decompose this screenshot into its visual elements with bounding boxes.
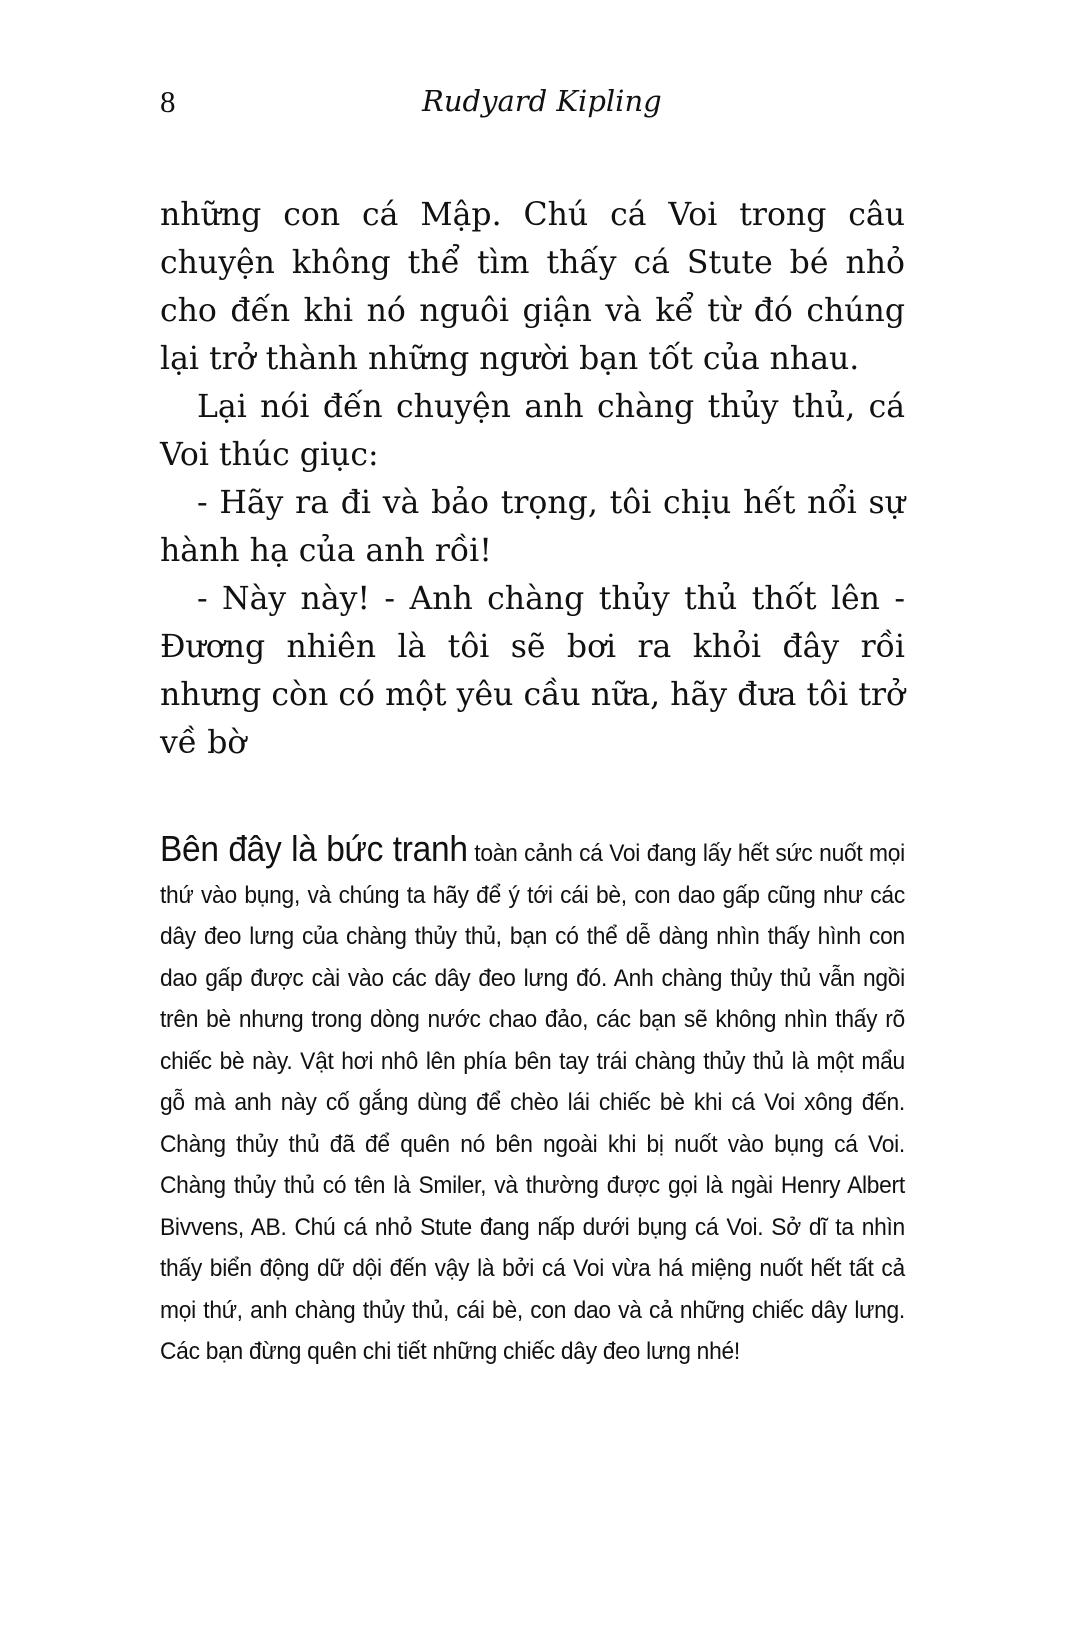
paragraph: - Hãy ra đi và bảo trọng, tôi chịu hết nổi sự hành hạ của anh rồi! bbox=[160, 485, 905, 569]
body-text bbox=[160, 191, 905, 767]
illustration-caption bbox=[160, 828, 905, 1373]
page-number: 8 bbox=[160, 84, 176, 119]
caption-lead: Bên đây là bức tranh bbox=[160, 828, 468, 869]
page-header bbox=[160, 84, 905, 134]
paragraph: những con cá Mập. Chú cá Voi trong câu chuyện không thể tìm thấy cá Stute bé nhỏ cho đến khi nó nguôi giận và kể từ đó chúng lại trở thành những người bạn tốt của nhau. bbox=[160, 197, 905, 377]
paragraph: - Này này! - Anh chàng thủy thủ thốt lên - Đương nhiên là tôi sẽ bơi ra khỏi đây rồi nhưng còn có một yêu cầu nữa, hãy đưa tôi trở về bờ bbox=[160, 581, 905, 761]
running-title: Rudyard Kipling bbox=[422, 84, 662, 118]
paragraph: Lại nói đến chuyện anh chàng thủy thủ, cá Voi thúc giục: bbox=[160, 389, 905, 473]
caption-text: toàn cảnh cá Voi đang lấy hết sức nuốt mọi thứ vào bụng, và chúng ta hãy để ý tới cái bè, con dao gấp cũng như các dây đeo lưng của chàng thủy thủ, bạn có thể dễ dàng nhìn thấy hình con dao gấp được cài vào các dây đeo lưng đó. Anh chàng thủy thủ vẫn ngồi trên bè nhưng trong dòng nước chao đảo, các bạn sẽ không nhìn thấy rõ chiếc bè này. Vật hơi nhô lên phía bên tay trái chàng thủy thủ là một mẩu gỗ mà anh này cố gắng dùng để chèo lái chiếc bè khi cá Voi xông đến. Chàng thủy thủ đã để quên nó bên ngoài khi bị nuốt vào bụng cá Voi. Chàng thủy thủ có tên là Smiler, và thường được gọi là ngài Henry Albert Bivvens, AB. Chú cá nhỏ Stute đang nấp dưới bụng cá Voi. Sở dĩ ta nhìn thấy biển động dữ dội đến vậy là bởi cá Voi vừa há miệng nuốt hết tất cả mọi thứ, anh chàng thủy thủ, cái bè, con dao và cả những chiếc dây lưng. Các bạn đừng quên chi tiết những chiếc dây đeo lưng nhé! bbox=[160, 840, 905, 1365]
